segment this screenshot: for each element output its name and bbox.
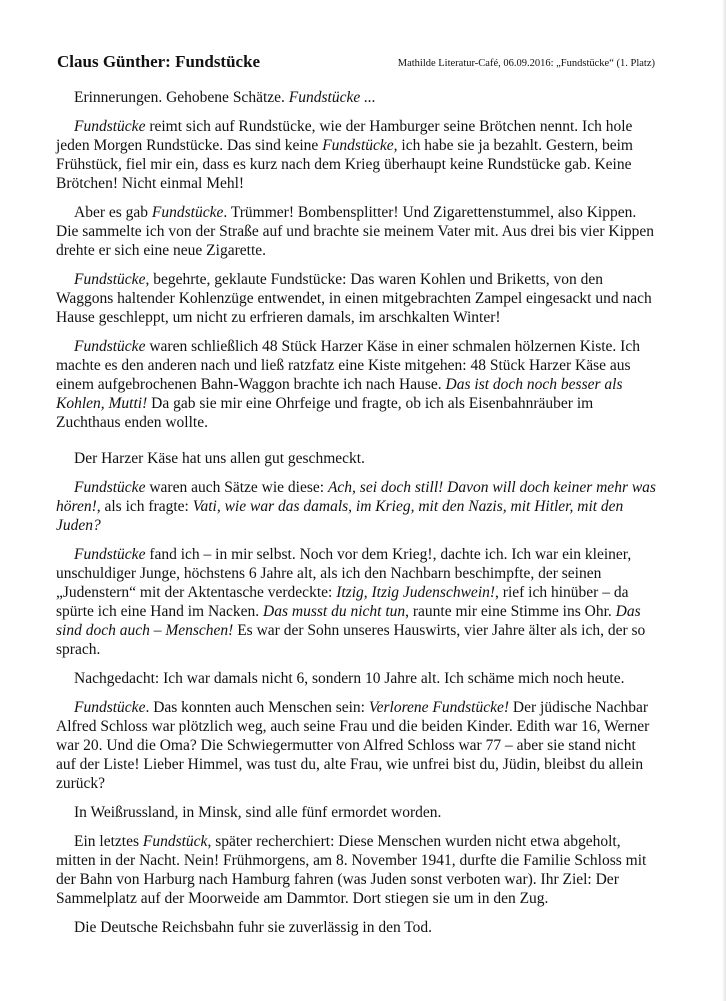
paragraph	[56, 337, 656, 432]
italic-text: Verlorene Fundstücke!	[368, 699, 510, 716]
text-segment: , raunte mir eine Stimme ins Ohr.	[405, 603, 616, 620]
text-segment: Der jüdische Nachbar Alfred Schloss war plötzlich weg, auch seine Frau und die beiden Kinder. Edith war 16, Werner war 20. Und die Oma? Die Schwiegermutter von Alfred Schloss war 77 – aber sie stand nicht auf der Liste! Lieber Himmel, was tust du, alte Frau, wie unfrei bist du, Jüdin, bleibst du allein zurück?	[56, 699, 650, 792]
text-segment: Da gab sie mir eine Ohrfeige und fragte, ob ich als Eisenbahnräuber im Zuchthaus enden wollte.	[56, 395, 594, 431]
text-segment: , als ich fragte:	[96, 498, 193, 515]
text-segment: Ein letztes	[74, 833, 143, 850]
story-body	[56, 88, 656, 947]
italic-text: Fundstück	[142, 833, 208, 850]
text-segment: . Das konnten auch Menschen sein:	[145, 699, 369, 716]
paragraph	[56, 545, 656, 659]
italic-text: Das musst du nicht tun	[263, 603, 406, 620]
document-header	[57, 52, 655, 76]
text-segment: Die Deutsche Reichsbahn fuhr sie zuverlässig in den Tod.	[74, 919, 433, 936]
italic-text: Itzig, Itzig Judenschwein!	[336, 584, 496, 601]
paragraph	[56, 449, 656, 468]
italic-text: Fundstücke	[74, 118, 146, 135]
italic-text: Fundstücke	[74, 338, 146, 355]
paragraph	[56, 478, 656, 535]
italic-text: Fundstücke	[74, 479, 146, 496]
paragraph	[56, 698, 656, 793]
document-meta: Mathilde Literatur-Café, 06.09.2016: „Fundstücke“ (1. Platz)	[397, 58, 655, 69]
text-segment: Nachgedacht: Ich war damals nicht 6, sondern 10 Jahre alt. Ich schäme mich noch heute.	[74, 670, 625, 687]
text-segment: Aber es gab	[74, 204, 152, 221]
document-title: Claus Günther: Fundstücke	[57, 52, 261, 71]
page-edge-shadow	[722, 0, 726, 1001]
paragraph	[56, 669, 656, 688]
paragraph	[56, 832, 656, 908]
italic-text: Das sind doch auch – Menschen!	[56, 603, 641, 639]
italic-text: Fundstücke,	[322, 137, 398, 154]
italic-text: Ach, sei doch still! Davon will doch keiner mehr was hören!	[56, 479, 656, 515]
text-segment: In Weißrussland, in Minsk, sind alle fünf ermordet worden.	[74, 804, 442, 821]
text-segment: , begehrte, geklaute Fundstücke: Das waren Kohlen und Briketts, von den Waggons haltender Kohlenzüge entwendet, in einen mitgebrachten Zampel eingesackt und nach Hause geschleppt, um nicht zu erfrieren damals, im arschkalten Winter!	[56, 271, 652, 326]
italic-text: Fundstücke	[74, 271, 146, 288]
text-segment: reimt sich auf Rundstücke, wie der Hamburger seine Brötchen nennt. Ich hole jeden Morgen Rundstücke. Das sind keine	[56, 118, 633, 154]
italic-text: Fundstücke	[74, 699, 146, 716]
italic-text: Das ist doch noch besser als Kohlen, Mutti!	[56, 376, 623, 412]
paragraph	[56, 270, 656, 327]
text-segment: waren schließlich 48 Stück Harzer Käse in einer schmalen hölzernen Kiste. Ich machte es den anderen nach und ließ ratzfatz eine Kiste mitgehen: 48 Stück Harzer Käse aus einem aufgebrochenen Bahn-Waggon brachte ich nach Hause.	[56, 338, 640, 393]
paragraph	[56, 918, 656, 937]
paragraph	[56, 803, 656, 822]
paragraph	[56, 88, 656, 107]
text-segment: , rief ich hinüber – da spürte ich eine Hand im Nacken.	[56, 584, 629, 620]
text-segment: Es war der Sohn unseres Hauswirts, vier Jahre älter als ich, der so sprach.	[56, 622, 646, 658]
italic-text: Vati, wie war das damals, im Krieg, mit den Nazis, mit Hitler, mit den Juden?	[56, 498, 624, 534]
text-segment: waren auch Sätze wie diese:	[145, 479, 328, 496]
paragraph	[56, 203, 656, 260]
text-segment: ich habe sie ja bezahlt. Gestern, beim Frühstück, fiel mir ein, dass es kurz nach dem Krieg überhaupt keine Rundstücke gab. Keine Brötchen! Nicht einmal Mehl!	[56, 137, 633, 192]
italic-text: Fundstücke	[151, 204, 224, 221]
text-segment: Der Harzer Käse hat uns allen gut geschmeckt.	[74, 450, 365, 467]
italic-text: Fundstücke ...	[288, 89, 376, 106]
text-segment: , später recherchiert: Diese Menschen wurden nicht etwa abgeholt, mitten in der Nacht. Nein! Frühmorgens, am 8. November 1941, durfte die Familie Schloss mit der Bahn von Harburg nach Hamburg fahren (was Juden sonst verboten war). Ihr Ziel: Der Sammelplatz auf der Moorweide am Dammtor. Dort stiegen sie um in den Zug.	[56, 833, 647, 907]
text-segment: Erinnerungen. Gehobene Schätze.	[74, 89, 289, 106]
paragraph	[56, 117, 656, 193]
text-segment: . Trümmer! Bombensplitter! Und Zigarettenstummel, also Kippen. Die sammelte ich von der Straße auf und brachte sie meinem Vater mit. Aus drei bis vier Kippen drehte er sich eine neue Zigarette.	[56, 204, 655, 259]
italic-text: Fundstücke	[74, 546, 146, 563]
text-segment: fand ich – in mir selbst. Noch vor dem Krieg!, dachte ich. Ich war ein kleiner, unschuldiger Junge, höchstens 6 Jahre alt, als ich den Nachbarn beschimpfte, der seinen „Judenstern“ mit der Aktentasche verdeckte:	[56, 546, 632, 601]
